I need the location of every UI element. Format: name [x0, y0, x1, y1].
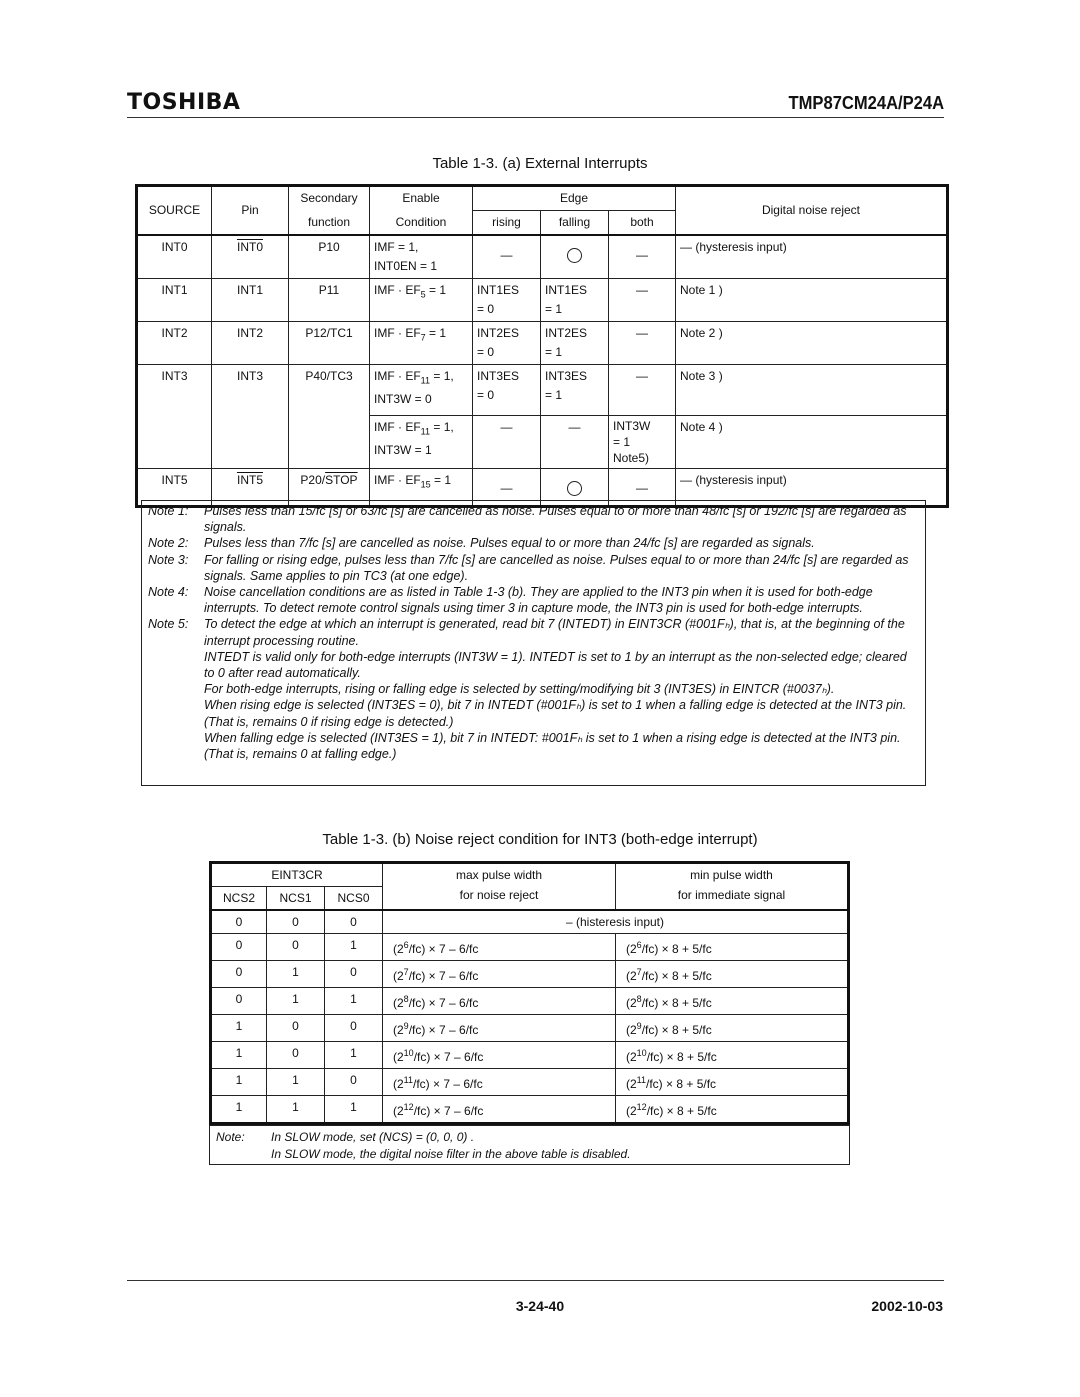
cell-source: INT2: [137, 322, 212, 365]
cell-min-pulse: [616, 988, 849, 1015]
cell-pin: INT2: [212, 322, 289, 365]
note-label: Note 2:: [148, 536, 189, 551]
cell-ncs1: 0: [267, 1042, 325, 1069]
cell-max-pulse: [383, 934, 616, 961]
cell-noise: Note 2 ): [676, 322, 948, 365]
cell-min-pulse: [616, 961, 849, 988]
cell-ncs0: 0: [325, 1069, 383, 1096]
cell-pin: INT1: [212, 279, 289, 322]
formula-exponent: 6: [403, 940, 409, 950]
dash-icon: —: [636, 481, 648, 495]
header-pin: Pin: [212, 186, 289, 236]
cell-both: —: [609, 279, 676, 322]
note-text: Noise cancellation conditions are as listed in Table 1-3 (b). They are applied to the INT3 pin when it is used for both-edge interrupts. To detect remote control signals using timer 3 in capture mode, the INT3 pin is used for both-edge interrupts.: [204, 585, 873, 616]
formula-prefix: (2: [393, 1104, 404, 1118]
rising-line-1: INT3ES: [477, 369, 520, 383]
cell-source: INT5: [137, 469, 212, 507]
note-label: Note:: [216, 1130, 245, 1144]
cell-enable: [370, 322, 473, 365]
cell-ncs0: 0: [325, 961, 383, 988]
cell-merged: – (histeresis input): [383, 910, 849, 934]
cell-enable: [370, 235, 473, 279]
note-5: [148, 616, 919, 762]
cell-ncs1: 0: [267, 910, 325, 934]
noise-reject-table: [209, 861, 850, 1125]
enable-text: = 1: [430, 473, 452, 487]
cell-noise: — (hysteresis input): [676, 235, 948, 279]
formula-suffix: /fc) × 7 – 6/fc: [413, 1104, 484, 1118]
cell-max-pulse: [383, 988, 616, 1015]
header-line: min pulse width: [690, 868, 773, 882]
formula-suffix: /fc) × 7 – 6/fc: [408, 969, 479, 983]
header-line: max pulse width: [455, 868, 543, 882]
note-5-line: INTEDT is valid only for both-edge interrupts (INT3W = 1). INTEDT is set to 1 by an interrupt as the non-selected edge; cleared to 0 after read automatically.: [204, 649, 907, 681]
cell-pin: INT0: [236, 240, 263, 254]
formula-prefix: (2: [393, 996, 404, 1010]
header-line: for noise reject: [459, 888, 539, 902]
header-secondary: Secondary: [289, 186, 370, 211]
note-text: In SLOW mode, set (NCS) = (0, 0, 0) .: [271, 1130, 475, 1144]
table-row: [211, 910, 849, 934]
table-row: [211, 1069, 849, 1096]
cell-min-pulse: [616, 1069, 849, 1096]
formula-exponent: 11: [403, 1075, 414, 1085]
cell-ncs2: 0: [211, 910, 267, 934]
cell-ncs2: 1: [211, 1015, 267, 1042]
note-4: [148, 584, 919, 616]
formula-prefix: (2: [393, 969, 404, 983]
cell-max-pulse: [383, 961, 616, 988]
table-row: [137, 279, 948, 322]
header-enable-2: Condition: [370, 211, 473, 236]
footer-rule: [127, 1280, 944, 1281]
external-interrupts-table: [135, 184, 949, 508]
cell-both: —: [609, 365, 676, 416]
cell-rising: [473, 279, 541, 322]
table-row: [137, 322, 948, 365]
table-b-notes: [209, 1125, 850, 1165]
both-line-2: = 1: [613, 435, 631, 449]
cell-ncs1: 1: [267, 961, 325, 988]
cell-pin: INT3: [212, 365, 289, 469]
table-a-notes: [141, 500, 926, 786]
cell-ncs2: 1: [211, 1069, 267, 1096]
formula-prefix: (2: [393, 1023, 404, 1037]
cell-min-pulse: [616, 1096, 849, 1124]
header-max-pulse: [383, 863, 616, 911]
formula-exponent: 7: [636, 967, 642, 977]
note-label: Note 5:: [148, 617, 189, 632]
falling-line-2: = 1: [545, 388, 563, 402]
cell-min-pulse: [616, 934, 849, 961]
formula-suffix: /fc) × 7 – 6/fc: [408, 996, 479, 1010]
note-text: In SLOW mode, the digital noise filter in the above table is disabled.: [271, 1147, 631, 1161]
table-a-caption: Table 1-3. (a) External Interrupts: [432, 155, 648, 172]
cell-rising: [473, 365, 541, 416]
note-label: Note 4:: [148, 585, 189, 600]
formula-exponent: 8: [636, 994, 642, 1004]
header-source: SOURCE: [137, 186, 212, 236]
table-row: [137, 365, 948, 416]
formula-prefix: (2: [393, 1050, 404, 1064]
secondary-text: P20/: [300, 473, 326, 487]
rising-line-2: = 0: [477, 302, 495, 316]
cell-ncs1: 0: [267, 934, 325, 961]
cell-ncs2: 0: [211, 961, 267, 988]
dash-icon: —: [500, 248, 513, 262]
formula-exponent: 12: [403, 1102, 414, 1112]
formula-suffix: /fc) × 8 + 5/fc: [646, 1077, 717, 1091]
cell-noise: Note 3 ): [676, 365, 948, 416]
part-number: TMP87CM24A/P24A: [788, 93, 944, 113]
footer-date: 2002-10-03: [871, 1298, 943, 1314]
cell-ncs1: 1: [267, 1069, 325, 1096]
header-enable: Enable: [370, 186, 473, 211]
cell-source: INT1: [137, 279, 212, 322]
enable-line-1: IMF = 1,: [374, 240, 419, 254]
secondary-overline-text: STOP: [325, 473, 358, 487]
enable-text: IMF · EF: [374, 283, 421, 297]
formula-prefix: (2: [626, 969, 637, 983]
header-eint3cr: EINT3CR: [211, 863, 383, 887]
enable-text: IMF · EF: [374, 326, 421, 340]
rising-line-2: = 0: [477, 345, 495, 359]
cell-rising: [473, 322, 541, 365]
header-ncs0: NCS0: [325, 887, 383, 911]
note-line: [216, 1129, 843, 1146]
cell-noise: Note 4 ): [676, 416, 948, 469]
formula-prefix: (2: [393, 1077, 404, 1091]
cell-ncs2: 0: [211, 988, 267, 1015]
formula-prefix: (2: [626, 996, 637, 1010]
circle-icon: [567, 248, 582, 263]
formula-exponent: 11: [636, 1075, 647, 1085]
formula-suffix: /fc) × 8 + 5/fc: [641, 1023, 712, 1037]
falling-line-1: INT3ES: [545, 369, 588, 383]
header-noise: Digital noise reject: [676, 186, 948, 236]
cell-source: INT3: [137, 365, 212, 469]
table-row: [211, 961, 849, 988]
cell-falling: [541, 279, 609, 322]
formula-suffix: /fc) × 7 – 6/fc: [413, 1077, 483, 1091]
cell-falling: —: [541, 416, 609, 469]
cell-secondary: P12/TC1: [289, 322, 370, 365]
formula-exponent: 9: [403, 1021, 409, 1031]
table-row: [211, 988, 849, 1015]
note-5-line: For both-edge interrupts, rising or falling edge is selected by setting/modifying bit 3 (INT3ES) in EINTCR (#0037ₕ).: [204, 682, 835, 697]
note-label-spacer: [216, 1146, 271, 1163]
cell-noise: Note 1 ): [676, 279, 948, 322]
header-min-pulse: [616, 863, 849, 911]
cell-ncs1: 0: [267, 1015, 325, 1042]
formula-suffix: /fc) × 8 + 5/fc: [646, 1050, 717, 1064]
formula-prefix: (2: [393, 942, 404, 956]
formula-suffix: /fc) × 8 + 5/fc: [641, 942, 712, 956]
cell-enable: [370, 416, 473, 469]
enable-subscript: 11: [420, 375, 431, 386]
enable-line-2: INT0EN = 1: [374, 259, 438, 273]
dash-icon: —: [500, 481, 513, 495]
note-text: Pulses less than 7/fc [s] are cancelled as noise. Pulses equal to or more than 24/fc [s] are regarded as signals.: [204, 536, 815, 551]
cell-ncs0: 0: [325, 910, 383, 934]
cell-max-pulse: [383, 1069, 616, 1096]
formula-suffix: /fc) × 7 – 6/fc: [408, 1023, 479, 1037]
enable-subscript: 11: [420, 426, 431, 437]
cell-secondary: P40/TC3: [289, 365, 370, 469]
cell-ncs1: 1: [267, 1096, 325, 1124]
cell-ncs1: 1: [267, 988, 325, 1015]
formula-prefix: (2: [626, 1050, 637, 1064]
cell-max-pulse: [383, 1042, 616, 1069]
formula-exponent: 8: [403, 994, 409, 1004]
enable-line-2: INT3W = 0: [374, 392, 432, 407]
header-both: both: [609, 211, 676, 236]
cell-secondary: P11: [289, 279, 370, 322]
formula-exponent: 10: [636, 1048, 647, 1058]
table-row: [137, 235, 948, 279]
cell-max-pulse: [383, 1015, 616, 1042]
enable-text: IMF · EF: [374, 369, 421, 383]
cell-ncs0: 1: [325, 934, 383, 961]
formula-suffix: /fc) × 8 + 5/fc: [641, 996, 712, 1010]
formula-exponent: 7: [403, 967, 409, 977]
cell-min-pulse: [616, 1042, 849, 1069]
formula-suffix: /fc) × 8 + 5/fc: [641, 969, 712, 983]
enable-subscript: 7: [420, 332, 426, 343]
formula-prefix: (2: [626, 1104, 637, 1118]
formula-exponent: 10: [403, 1048, 414, 1058]
note-label: Note 1:: [148, 504, 189, 518]
circle-icon: [567, 481, 582, 496]
dash-icon: —: [636, 248, 648, 262]
header-rule: [127, 117, 944, 118]
cell-secondary: P10: [289, 235, 370, 279]
header-ncs1: NCS1: [267, 887, 325, 911]
note-5-line: To detect the edge at which an interrupt is generated, read bit 7 (INTEDT) in EINT3CR (#001Fₕ), that is, at the beginning of the interrupt processing routine.: [204, 617, 905, 648]
note-text: For falling or rising edge, pulses less than 7/fc [s] are cancelled as noise. Pulses equal to or more than 24/fc [s] are regarded as signals. Same applies to pin TC3 (at one edge).: [204, 552, 909, 583]
note-1: [148, 503, 919, 535]
note-2: [148, 535, 919, 551]
cell-both: —: [609, 322, 676, 365]
header-line: for immediate signal: [677, 888, 786, 902]
note-text: Pulses less than 15/fc [s] or 63/fc [s] are cancelled as noise. Pulses equal to or more than 48/fc [s] or 192/fc [s] are regarded as signals.: [204, 504, 907, 535]
cell-pin: INT5: [236, 473, 263, 487]
cell-ncs2: 1: [211, 1096, 267, 1124]
cell-ncs0: 0: [325, 1015, 383, 1042]
enable-subscript: 5: [420, 289, 426, 300]
enable-text: = 1,: [430, 420, 454, 434]
cell-enable: [370, 365, 473, 416]
formula-suffix: /fc) × 7 – 6/fc: [408, 942, 479, 956]
enable-subscript: 15: [420, 479, 431, 490]
note-label: Note 3:: [148, 552, 189, 567]
cell-both: [609, 416, 676, 469]
note-5-line: When rising edge is selected (INT3ES = 0), bit 7 in INTEDT (#001Fₕ) is set to 1 when a falling edge is detected at the INT3 pin. (That is, remains 0 if rising edge is detected.): [204, 698, 907, 729]
formula-suffix: /fc) × 8 + 5/fc: [646, 1104, 717, 1118]
cell-rising: —: [473, 416, 541, 469]
enable-line-2: INT3W = 1: [374, 443, 432, 458]
both-line-1: INT3W: [613, 419, 651, 433]
formula-exponent: 6: [636, 940, 642, 950]
cell-ncs0: 1: [325, 1042, 383, 1069]
falling-line-2: = 1: [545, 302, 563, 316]
cell-ncs0: 1: [325, 1096, 383, 1124]
cell-enable: [370, 279, 473, 322]
enable-text: = 1,: [430, 369, 454, 383]
enable-text: = 1: [425, 283, 447, 297]
header-rising: rising: [473, 211, 541, 236]
formula-prefix: (2: [626, 942, 637, 956]
table-row: [211, 1015, 849, 1042]
table-b-caption: Table 1-3. (b) Noise reject condition for INT3 (both-edge interrupt): [322, 831, 758, 848]
rising-line-2: = 0: [477, 388, 495, 402]
cell-ncs2: 1: [211, 1042, 267, 1069]
formula-prefix: (2: [626, 1023, 637, 1037]
table-row: [211, 1042, 849, 1069]
page-number: 3-24-40: [515, 1298, 565, 1314]
cell-min-pulse: [616, 1015, 849, 1042]
cell-falling: [541, 365, 609, 416]
header-falling: falling: [541, 211, 609, 236]
falling-line-2: = 1: [545, 345, 563, 359]
table-row: [211, 934, 849, 961]
both-line-3: Note5): [613, 451, 650, 465]
cell-max-pulse: [383, 1096, 616, 1124]
formula-exponent: 12: [636, 1102, 647, 1112]
header-ncs2: NCS2: [211, 887, 267, 911]
formula-exponent: 9: [636, 1021, 642, 1031]
formula-prefix: (2: [626, 1077, 637, 1091]
header-edge: Edge: [473, 186, 676, 211]
enable-text: = 1: [425, 326, 447, 340]
cell-source: INT0: [137, 235, 212, 279]
cell-noise: — (hysteresis input): [676, 469, 948, 507]
note-3: [148, 552, 919, 584]
falling-line-1: INT2ES: [545, 326, 588, 340]
table-row: [211, 1096, 849, 1124]
falling-line-1: INT1ES: [545, 283, 588, 297]
note-line: [216, 1146, 843, 1163]
note-text: [204, 616, 919, 762]
cell-falling: [541, 322, 609, 365]
formula-suffix: /fc) × 7 – 6/fc: [413, 1050, 484, 1064]
rising-line-1: INT2ES: [477, 326, 520, 340]
rising-line-1: INT1ES: [477, 283, 520, 297]
header-secondary-2: function: [289, 211, 370, 236]
enable-text: IMF · EF: [374, 420, 421, 434]
cell-ncs0: 1: [325, 988, 383, 1015]
cell-ncs2: 0: [211, 934, 267, 961]
note-5-line: When falling edge is selected (INT3ES = 1), bit 7 in INTEDT: #001Fₕ is set to 1 when a rising edge is detected at the INT3 pin. (That is, remains 0 at falling edge.): [204, 730, 901, 762]
enable-text: IMF · EF: [374, 473, 421, 487]
brand-logo: TOSHIBA: [127, 90, 241, 115]
